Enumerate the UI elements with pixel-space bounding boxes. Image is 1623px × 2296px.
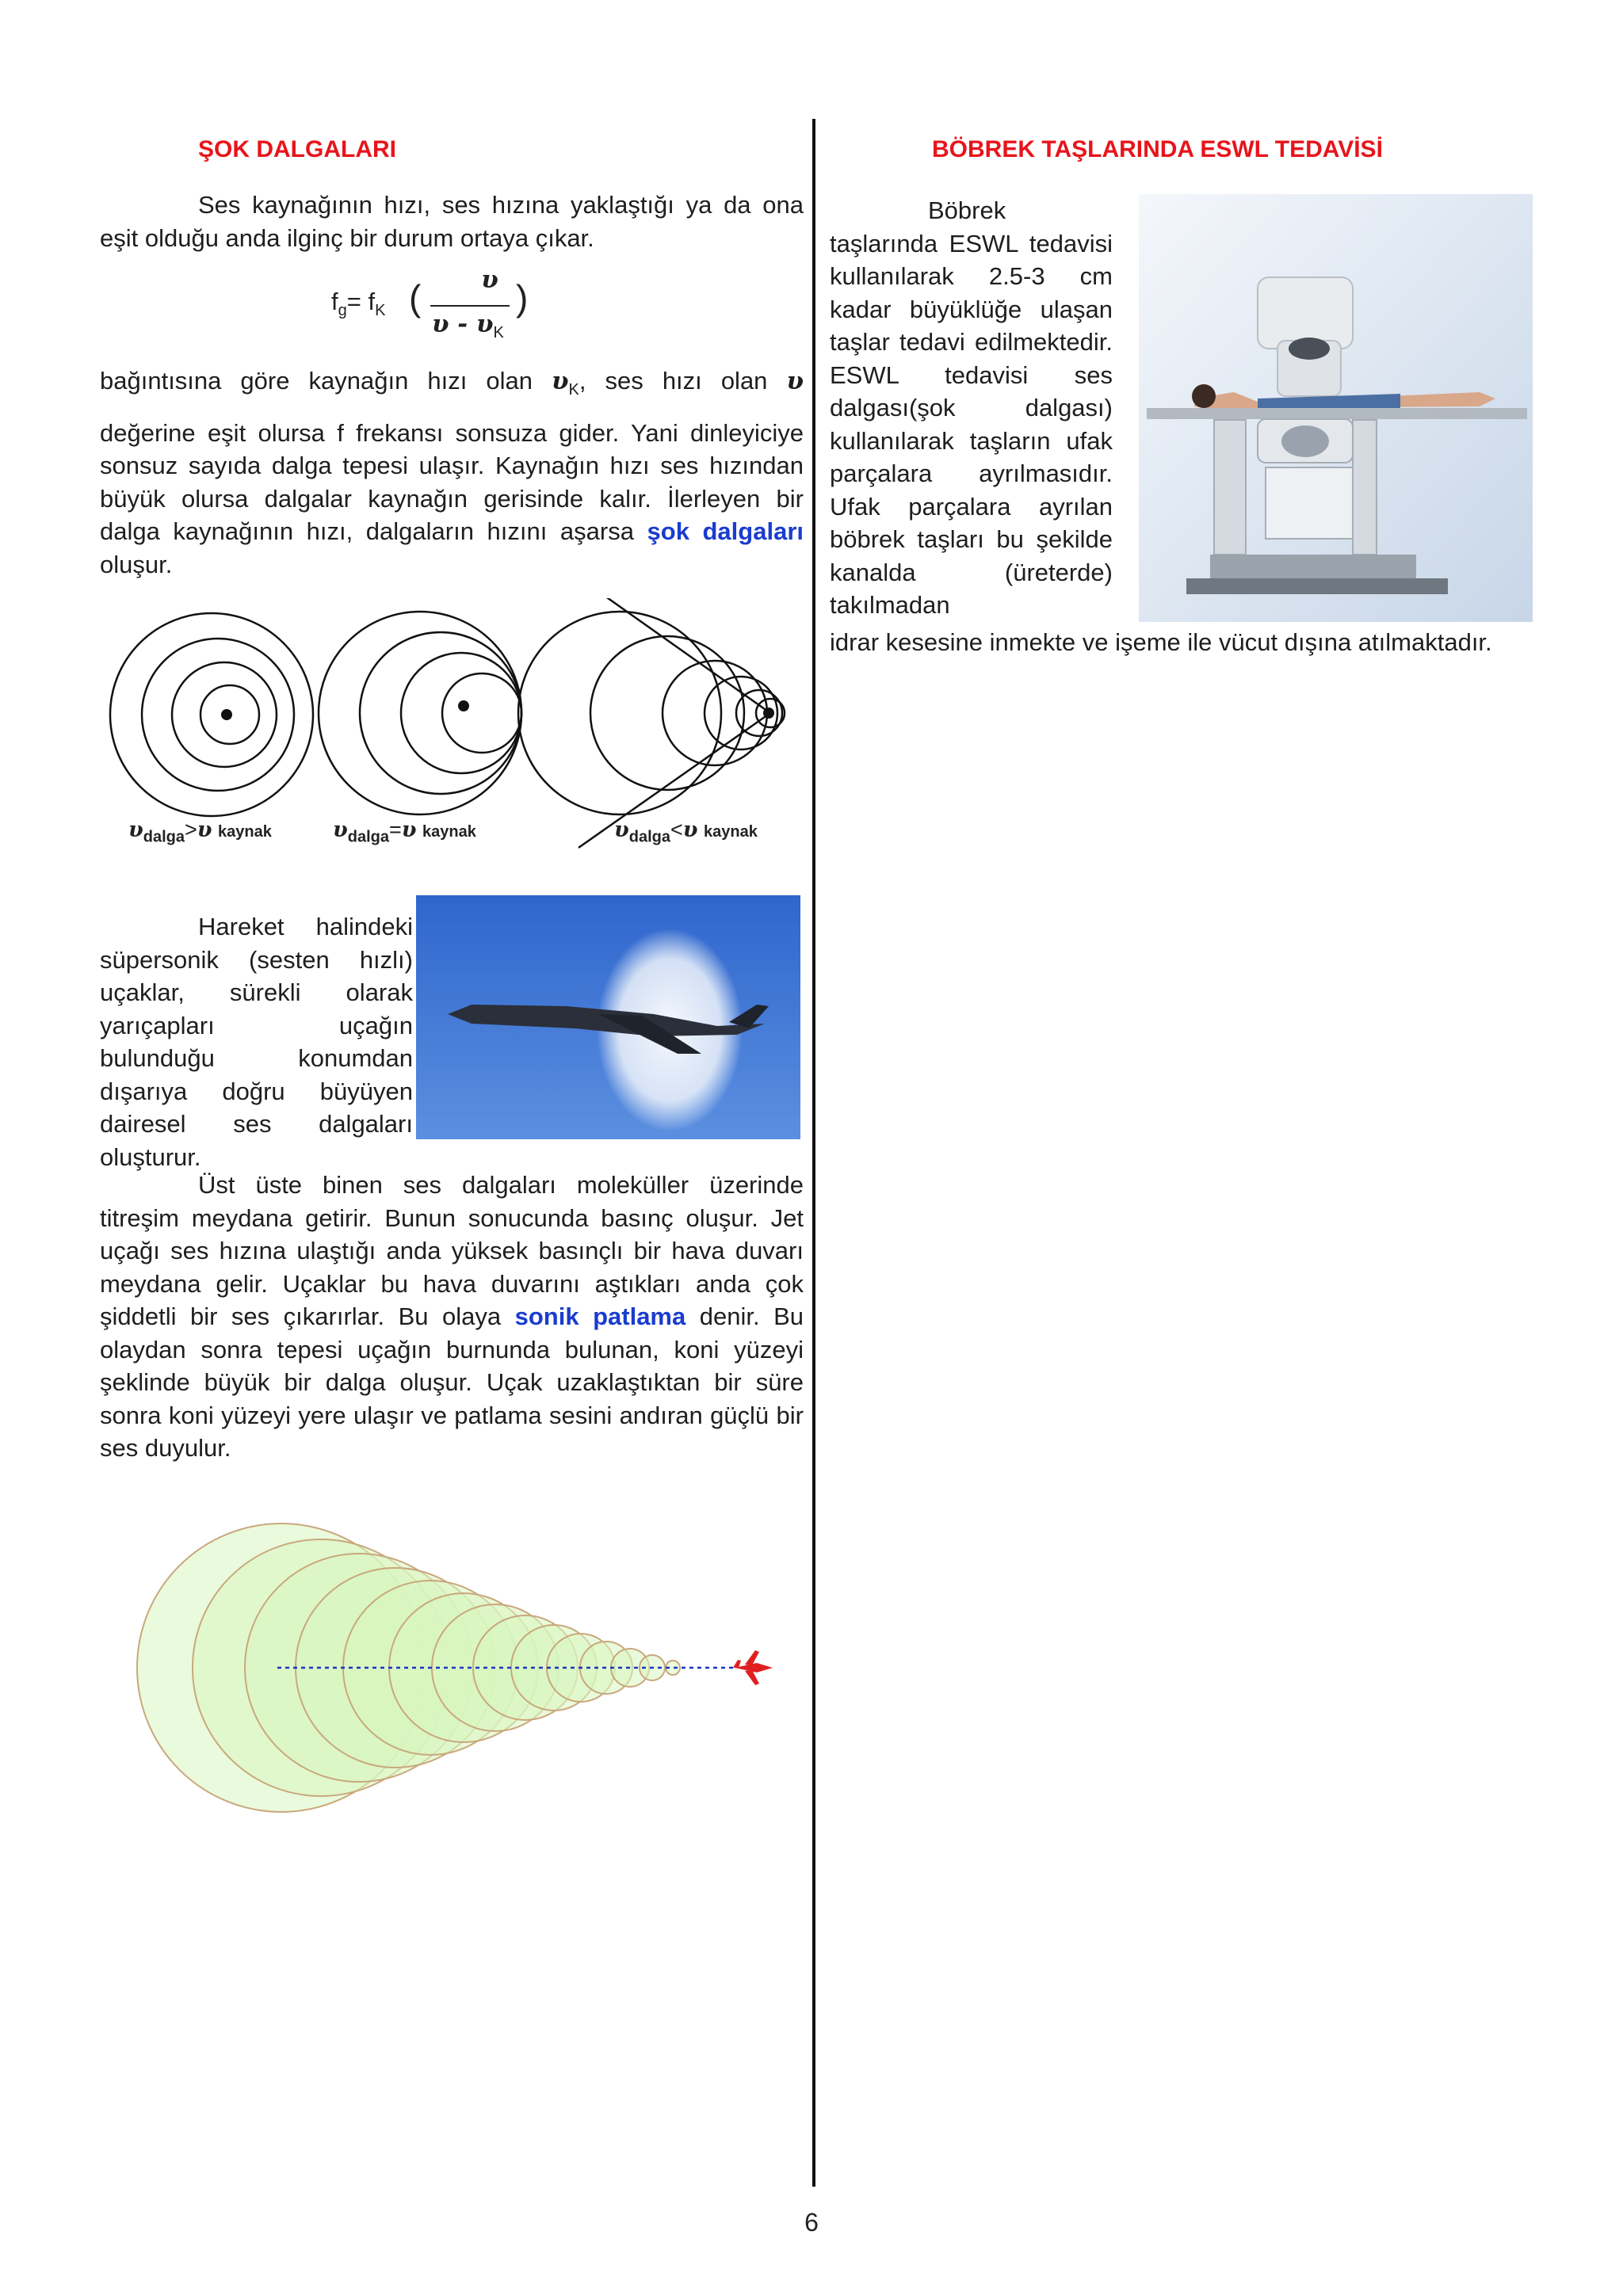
source-dot-2 [458,700,469,711]
source-dot-1 [221,709,232,720]
source-dot-3 [763,707,774,719]
right-section-title: BÖBREK TAŞLARINDA ESWL TEDAVİSİ [932,136,1383,162]
column-divider [812,119,815,2187]
formula-numerator: υ [481,265,498,294]
intro-paragraph: Ses kaynağının hızı, ses hızına yaklaştığı ya da ona eşit olduğu anda ilginç bir durum ortaya çıkar. [100,191,804,252]
caption-wave-faster: $\upsilon_{dalga}>\upsilon$ kaynak [128,818,272,846]
left-section-title: ŞOK DALGALARI [198,136,396,162]
doppler-formula: $f_g= f_K$ ( υ υ - $\upsilon_K$ ) [331,265,529,342]
eswl-full-paragraph: idrar kesesine inmekte ve işeme ile vücut dışına atılmaktadır. [830,628,1492,656]
shock-waves-term: şok dalgaları [647,517,804,546]
formula-fraction-bar [430,305,510,307]
sonic-boom-illustration [107,1517,796,1818]
sonic-boom-term: sonik patlama [514,1302,686,1330]
eswl-machine-photo [1139,194,1533,622]
doppler-explanation: bağıntısına göre kaynağın hızı olan $\upsilon_K$, ses hızı olan υ değerine eşit olursa f frekansı sonsuza gider. Yani dinleyiciye sonsuz sayıda dalga tepesi ulaşır. Kaynağın hızı ses hızından büyük olursa dalgalar kaynağın gerisinde kalır. İlerleyen bir dalga kaynağının hızı, dalgaların hızını aşarsa şok dalgaları oluşur. [100,367,804,578]
supersonic-jet-photo [416,895,800,1139]
formula-denominator: υ - $\upsilon_K$ [432,310,504,342]
caption-wave-slower: $\upsilon_{dalga}<\upsilon$ kaynak [614,818,758,846]
wavefront-diagram [95,598,792,852]
caption-wave-equal: $\upsilon_{dalga}=\upsilon$ kaynak [333,818,476,846]
page-number: 6 [804,2208,819,2237]
jet-icon [733,1650,773,1685]
supersonic-paragraph: Hareket halindeki süpersonik (sesten hızlı) uçaklar, sürekli olarak yarıçapları uçağın bulunduğu konumdan dışarıya doğru büyüyen dairesel ses dalgaları oluşturur. [100,913,413,1171]
sonic-boom-paragraph: Üst üste binen ses dalgaları moleküller üzerinde titreşim meydana getirir. Bunun sonucunda basınç oluşur. Jet uçağı ses hızına ulaştığı anda yüksek basınçlı bir hava duvarı meydana gelir. Uçaklar bu hava duvarını aştıkları anda çok şiddetli bir ses çıkarırlar. Bu olaya sonik patlama denir. Bu olaydan sonra tepesi uçağın burnunda bulunan, koni yüzeyi şeklinde büyük bir dalga oluşur. Uçak uzaklaştıktan bir süre sonra koni yüzeyi yere ulaşır ve patlama sesini andıran güçlü bir ses duyulur. [100,1171,804,1462]
eswl-wrap-paragraph: Böbrek taşlarında ESWL tedavisi kullanılarak 2.5-3 cm kadar büyüklüğe ulaşan taşlar tedavi edilmektedir. ESWL tedavisi ses dalgası(şok dalgası) kullanılarak taşların ufak parçalara ayrılmasıdır. Ufak parçalara ayrılan böbrek taşları bu şekilde kanalda (üreterde) takılmadan [830,196,1113,619]
